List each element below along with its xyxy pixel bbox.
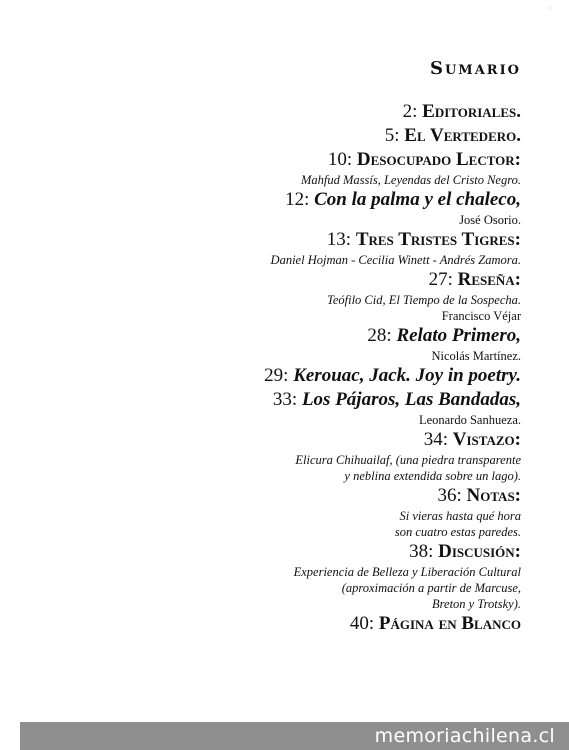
toc-page-number: 38:: [409, 541, 434, 562]
source-watermark-bar: [20, 722, 569, 750]
toc-entry: [41, 268, 521, 292]
toc-page-number: 13:: [326, 229, 352, 250]
corner-mark: ·: [548, 4, 551, 13]
toc-entry-detail: Teófilo Cid, El Tiempo de la Sospecha.: [327, 293, 521, 307]
toc-page-number: 27:: [428, 269, 453, 290]
toc-section-title: Reseña:: [457, 269, 521, 290]
toc-section-title: Editoriales.: [422, 101, 521, 122]
toc-section-title: Los Pájaros, Las Bandadas,: [301, 389, 521, 410]
toc-page-number: 33:: [272, 389, 298, 410]
toc-page-number: 29:: [264, 365, 289, 386]
toc-entry-detail: Francisco Véjar: [441, 309, 521, 323]
toc-entry-detail: Elicura Chihuailaf, (una piedra transparente: [295, 453, 521, 467]
toc-section-title: Kerouac, Jack. Joy in poetry.: [293, 365, 521, 386]
toc-entry: [41, 540, 521, 564]
toc-entry-detail: Mahfud Massís, Leyendas del Cristo Negro.: [300, 173, 521, 187]
toc-entry: [41, 364, 521, 388]
toc-page-number: 5:: [384, 125, 400, 146]
table-of-contents: [41, 100, 521, 636]
toc-section-title: Notas:: [466, 485, 521, 506]
toc-page-number: 40:: [349, 613, 375, 634]
toc-entry-detail: José Osorio.: [459, 213, 521, 227]
toc-entry-detail: Si vieras hasta qué hora: [399, 509, 521, 523]
toc-section-title: Discusión:: [438, 541, 521, 562]
toc-section-title: Tres Tristes Tigres:: [355, 229, 521, 250]
toc-entry: [41, 612, 521, 636]
toc-section-title: Desocupado Lector:: [356, 149, 521, 170]
toc-section-title: Con la palma y el chaleco,: [314, 189, 521, 210]
toc-entry: [41, 228, 521, 252]
toc-entry: [41, 484, 521, 508]
toc-page-number: 36:: [437, 485, 462, 506]
toc-page-number: 10:: [327, 149, 353, 170]
toc-entry-detail: son cuatro estas paredes.: [394, 525, 521, 539]
toc-section-title: Relato Primero,: [396, 325, 521, 346]
toc-entry: [41, 188, 521, 212]
toc-entry: [41, 148, 521, 172]
toc-entry: [41, 324, 521, 348]
source-watermark-text: memoriachilena.cl: [374, 725, 555, 747]
toc-page-number: 34:: [423, 429, 449, 450]
toc-section-title: Página en Blanco: [378, 613, 521, 634]
toc-entry-detail: Leonardo Sanhueza.: [418, 413, 521, 427]
toc-section-title: Vistazo:: [452, 429, 521, 450]
toc-entry-detail: y neblina extendida sobre un lago).: [344, 469, 521, 483]
page-title: Sumario: [429, 58, 521, 79]
toc-entry-detail: Breton y Trotsky).: [432, 597, 521, 611]
toc-page-number: 12:: [285, 189, 310, 210]
toc-entry: [41, 100, 521, 124]
toc-page-number: 28:: [367, 325, 392, 346]
toc-entry: [41, 388, 521, 412]
toc-entry-detail: Experiencia de Belleza y Liberación Cultural: [293, 565, 521, 579]
toc-entry-detail: (aproximación a partir de Marcuse,: [341, 581, 521, 595]
toc-page-number: 2:: [402, 101, 418, 122]
toc-section-title: El Vertedero.: [404, 125, 521, 146]
toc-entry-detail: Daniel Hojman - Cecilia Winett - Andrés Zamora.: [270, 253, 521, 267]
toc-entry-detail: Nicolás Martínez.: [431, 349, 521, 363]
toc-entry: [41, 124, 521, 148]
toc-entry: [41, 428, 521, 452]
